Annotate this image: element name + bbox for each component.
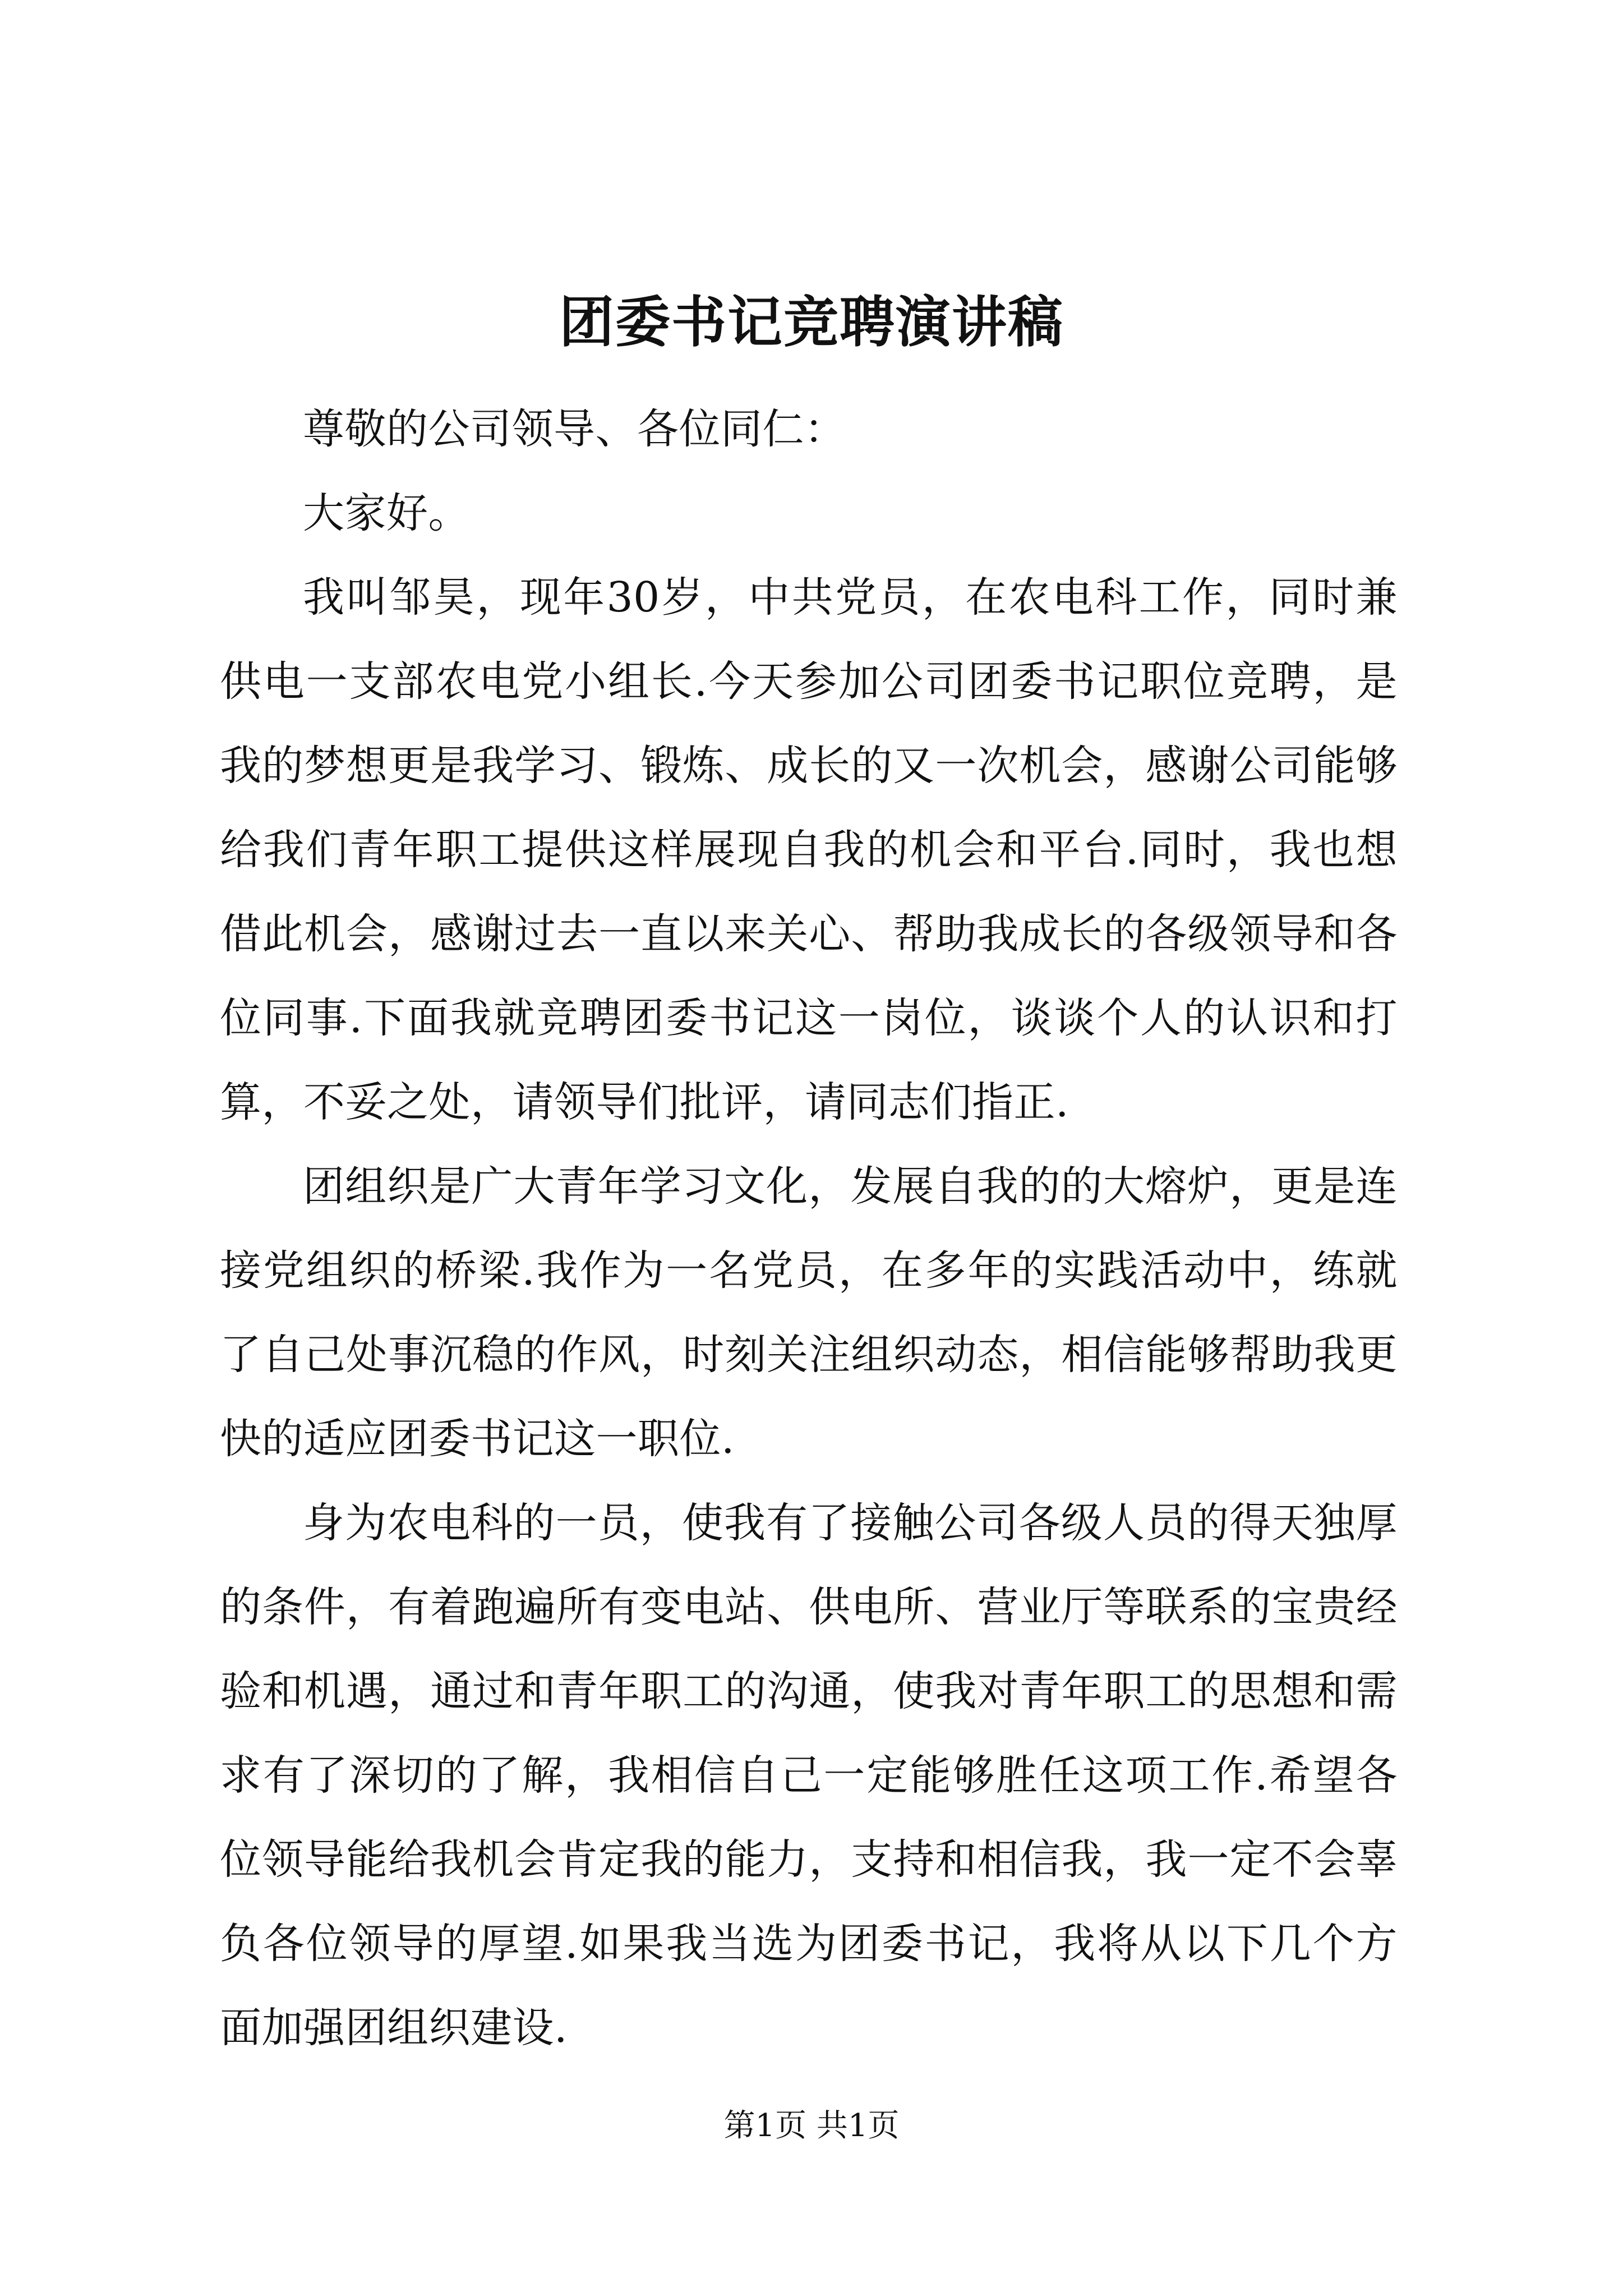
document-body — [220, 387, 1398, 2070]
paragraph-introduction: 我叫邹昊，现年30岁，中共党员，在农电科工作，同时兼供电一支部农电党小组长.今天参加公司团委书记职位竞聘，是我的梦想更是我学习、锻炼、成长的又一次机会，感谢公司能够给我们青年职工提供这样展现自我的机会和平台.同时，我也想借此机会，感谢过去一直以来关心、帮助我成长的各级领导和各位同事.下面我就竞聘团委书记这一岗位，谈谈个人的认识和打算，不妥之处，请领导们批评，请同志们指正. — [220, 573, 1398, 1126]
paragraph-youth-league: 团组织是广大青年学习文化，发展自我的的大熔炉，更是连接党组织的桥梁.我作为一名党员，在多年的实践活动中，练就了自己处事沉稳的作风，时刻关注组织动态，相信能够帮助我更快的适应团委书记这一职位. — [220, 1162, 1398, 1463]
paragraph-greeting: 大家好。 — [303, 489, 470, 537]
paragraph-experience: 身为农电科的一员，使我有了接触公司各级人员的得天独厚的条件，有着跑遍所有变电站、供电所、营业厅等联系的宝贵经验和机遇，通过和青年职工的沟通，使我对青年职工的思想和需求有了深切的了解，我相信自己一定能够胜任这项工作.希望各位领导能给我机会肯定我的能力，支持和相信我，我一定不会辜负各位领导的厚望.如果我当选为团委书记，我将从以下几个方面加强团组织建设. — [220, 1499, 1398, 2052]
document-title: 团委书记竞聘演讲稿 — [559, 290, 1064, 355]
page-footer: 第1页 共1页 — [723, 2108, 900, 2144]
paragraph-salutation: 尊敬的公司领导、各位同仁： — [303, 405, 846, 453]
